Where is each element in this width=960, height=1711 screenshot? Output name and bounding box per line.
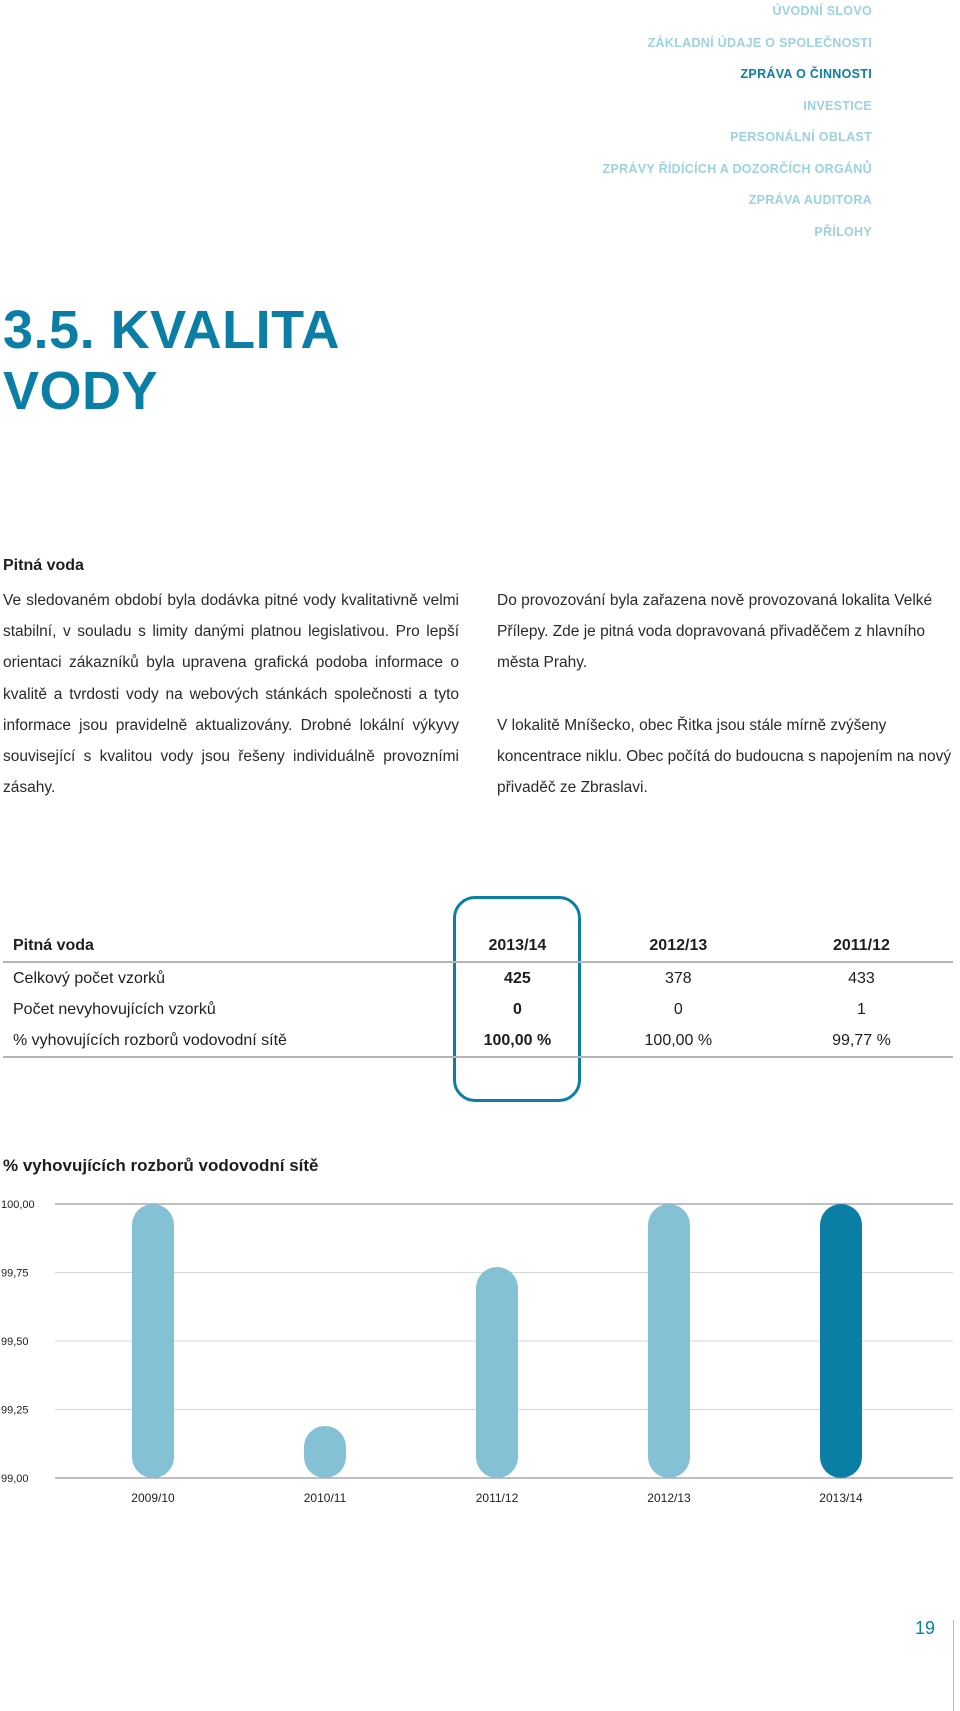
nav-item-zakladni-udaje[interactable]: ZÁKLADNÍ ÚDAJE O SPOLEČNOSTI xyxy=(647,35,872,50)
table-header-2011-12: 2011/12 xyxy=(770,930,953,962)
nav-item-zprava-auditora[interactable]: ZPRÁVA AUDITORA xyxy=(748,193,872,207)
nav-item-zpravy-organu[interactable]: ZPRÁVY ŘÍDÍCÍCH A DOZORČÍCH ORGÁNŮ xyxy=(602,161,872,176)
table-cell-label: Celkový počet vzorků xyxy=(13,969,166,987)
right-column xyxy=(497,585,955,803)
bar xyxy=(820,1204,862,1478)
bar xyxy=(304,1426,346,1478)
x-tick-label: 2011/12 xyxy=(475,1491,519,1505)
section-heading: Pitná voda xyxy=(3,557,84,574)
table-cell: 1 xyxy=(856,1000,866,1018)
y-tick-label: 99,50 xyxy=(1,1336,29,1348)
y-tick-label: 99,25 xyxy=(1,1404,29,1417)
left-paragraph: Ve sledovaném období byla dodávka pitné vody kvalitativně velmi stabilní, v souladu s limity danými platnou legislativou. Pro lepší orientaci zákazníků byla upravena grafická podoba informace o kvalitě a tvrdosti vody na webových stánkách společnosti a tyto informace jsou pravidelně aktualizovány. Drobné lokální výkyvy související s kvalitou vody jsou řešeny individuálně provozními zásahy. xyxy=(3,592,459,797)
table-cell: 0 xyxy=(512,1000,522,1018)
page-number: 19 xyxy=(914,1618,935,1638)
table-cell: 378 xyxy=(664,969,692,987)
page-title-line-2: VODY xyxy=(3,361,159,421)
nav-item-zprava-o-cinnosti[interactable]: ZPRÁVA O ČINNOSTI xyxy=(740,67,872,81)
y-tick-label: 100,00 xyxy=(1,1199,35,1211)
table-cell: 100,00 % xyxy=(448,1025,587,1057)
table-cell: 425 xyxy=(504,969,531,987)
table-cell-label: Počet nevyhovujících vzorků xyxy=(13,1000,216,1018)
x-tick-label: 2012/13 xyxy=(647,1491,691,1505)
chart-title: % vyhovujících rozborů vodovodní sítě xyxy=(3,1156,319,1175)
nav-item-personalni-oblast[interactable]: PERSONÁLNÍ OBLAST xyxy=(730,130,872,144)
bar xyxy=(132,1204,174,1478)
table-cell: 100,00 % xyxy=(587,1025,770,1057)
nav-item-prilohy[interactable]: PŘÍLOHY xyxy=(814,224,872,239)
page-title-line-1: 3.5. KVALITA xyxy=(3,300,341,360)
x-tick-label: 2009/10 xyxy=(131,1491,175,1505)
table-row xyxy=(3,994,953,1025)
right-paragraph-2: V lokalitě Mníšecko, obec Řitka jsou stále mírně zvýšeny koncentrace niklu. Obec počítá do budoucna s napojením na nový přivaděč ze Zbraslavi. xyxy=(497,716,952,797)
y-tick-label: 99,00 xyxy=(1,1473,29,1485)
table-header-label: Pitná voda xyxy=(3,930,448,962)
table-row xyxy=(3,962,953,994)
nav-item-investice[interactable]: INVESTICE xyxy=(803,98,872,113)
table-header-2013-14: 2013/14 xyxy=(448,930,587,962)
table-header-2012-13: 2012/13 xyxy=(587,930,770,962)
section-nav xyxy=(603,0,872,252)
nav-item-uvodni-slovo[interactable]: ÚVODNÍ SLOVO xyxy=(772,4,872,18)
right-paragraph-1: Do provozování byla zařazena nově provozovaná lokalita Velké Přílepy. Zde je pitná voda dopravovaná přivaděčem z hlavního města Prahy. xyxy=(497,592,933,672)
table-cell-label: % vyhovujících rozborů vodovodní sítě xyxy=(3,1025,448,1057)
table-row xyxy=(3,1025,953,1057)
table-header-row xyxy=(3,930,953,962)
bar xyxy=(476,1267,518,1478)
page-title xyxy=(3,300,463,422)
x-tick-label: 2010/11 xyxy=(303,1491,347,1505)
water-quality-table xyxy=(3,930,953,1058)
x-tick-label: 2013/14 xyxy=(819,1491,863,1505)
table-cell: 99,77 % xyxy=(770,1025,953,1057)
water-quality-bar-chart xyxy=(0,1180,960,1520)
page-number-rule xyxy=(953,1620,954,1711)
bar xyxy=(648,1204,690,1478)
left-column xyxy=(3,585,459,803)
table-cell: 0 xyxy=(673,1000,683,1018)
table-cell: 433 xyxy=(848,969,875,987)
y-tick-label: 99,75 xyxy=(1,1267,29,1280)
